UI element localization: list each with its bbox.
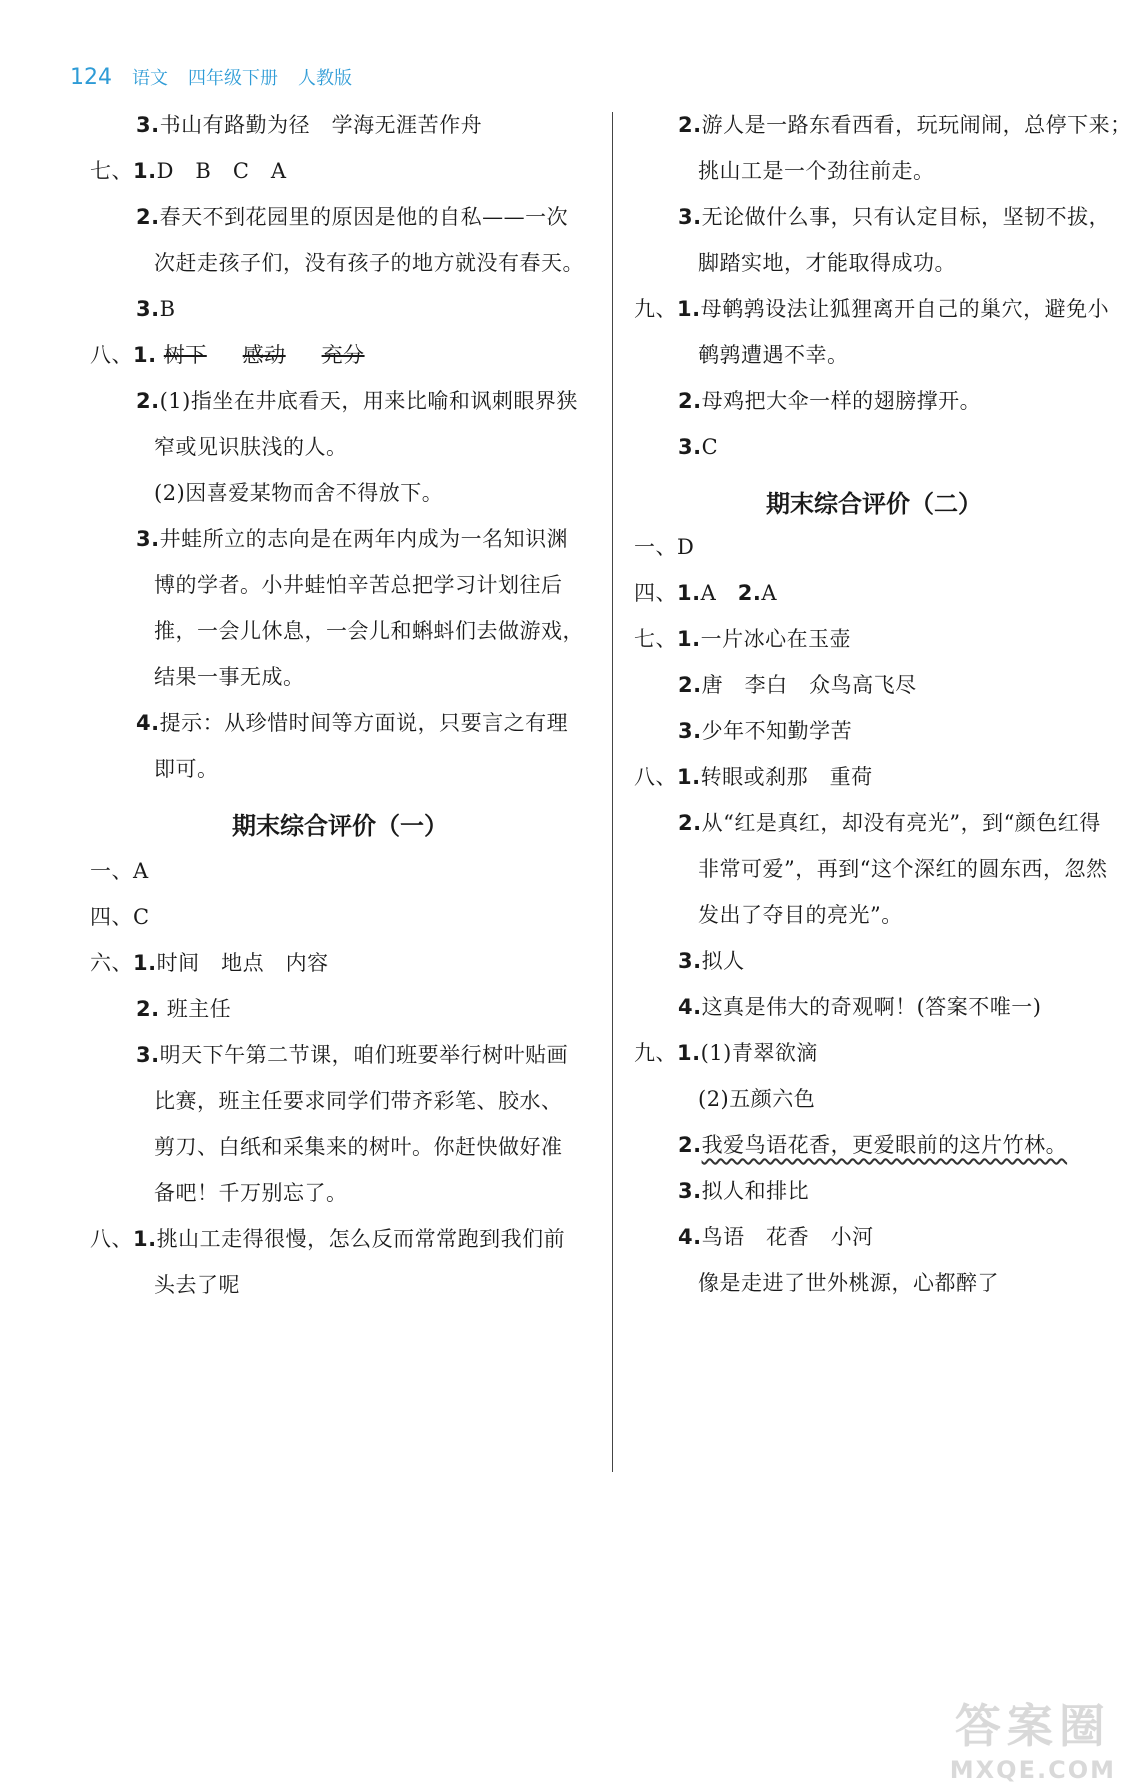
crossed-word: 树下 (163, 343, 207, 367)
answer-line: 3.无论做什么事，只有认定目标，坚韧不拔， (678, 205, 1111, 229)
section-heading: 期末综合评价（一） (232, 812, 448, 840)
answer-line: 头去了呢 (154, 1273, 240, 1297)
answer-line: 3.书山有路勤为径 学海无涯苦作舟 (136, 113, 483, 137)
answer-line: 推，一会儿休息，一会儿和蝌蚪们去做游戏， (154, 619, 584, 643)
answer-line: 窄或见识肤浅的人。 (154, 435, 348, 459)
answer-line: 3.B (136, 297, 176, 321)
answer-line: 2.母鸡把大伞一样的翅膀撑开。 (678, 389, 982, 413)
answer-line: 非常可爱”，再到“这个深红的圆东西，忽然 (698, 857, 1108, 881)
edition-label: 人教版 (298, 68, 352, 89)
answer-line: 四、C (90, 905, 150, 929)
page-header (70, 64, 352, 90)
answer-line: 2.游人是一路东看西看，玩玩闹闹，总停下来； (678, 113, 1132, 137)
answer-line: 七、1.D B C A (90, 159, 287, 183)
answer-line: 3.C (678, 435, 719, 459)
crossed-word: 充分 (321, 343, 365, 367)
watermark-logo: 答案圈 MXQE.COM (949, 1699, 1116, 1784)
answer-line: 六、1.时间 地点 内容 (90, 951, 329, 975)
answer-line: 3.井蛙所立的志向是在两年内成为一名知识渊 (136, 527, 569, 551)
section-heading: 期末综合评价（二） (766, 490, 982, 518)
answer-line: 3.少年不知勤学苦 (678, 719, 853, 743)
answer-line: 七、1.一片冰心在玉壶 (634, 627, 852, 651)
answer-line: 剪刀、白纸和采集来的树叶。你赶快做好准 (154, 1135, 563, 1159)
answer-line: 八、1.挑山工走得很慢，怎么反而常常跑到我们前 (90, 1227, 566, 1251)
answer-line: 2.春天不到花园里的原因是他的自私——一次 (136, 205, 569, 229)
answer-line: 2. 班主任 (136, 997, 232, 1021)
answer-line: 4.这真是伟大的奇观啊！(答案不唯一) (678, 995, 1042, 1019)
answer-line: 八、1.转眼或刹那 重荷 (634, 765, 873, 789)
answer-line: 2.从“红是真红，却没有亮光”，到“颜色红得 (678, 811, 1101, 835)
answer-line: 一、A (90, 859, 149, 883)
answer-line: 挑山工是一个劲往前走。 (698, 159, 935, 183)
answer-line: 四、1.A 2.A (634, 581, 778, 605)
grade-label: 四年级下册 (188, 68, 278, 89)
answer-line: 3.明天下午第二节课，咱们班要举行树叶贴画 (136, 1043, 569, 1067)
answer-line: (2)五颜六色 (698, 1087, 816, 1111)
underlined-sentence: 我爱鸟语花香，更爱眼前的这片竹林。 (701, 1133, 1068, 1157)
answer-line: 结果一事无成。 (154, 665, 305, 689)
answer-line: 2.唐 李白 众鸟高飞尽 (678, 673, 917, 697)
answer-line: 次赶走孩子们，没有孩子的地方就没有春天。 (154, 251, 584, 275)
answer-line: 2.(1)指坐在井底看天，用来比喻和讽刺眼界狭 (136, 389, 578, 413)
answer-line: 即可。 (154, 757, 219, 781)
answer-line: 2.我爱鸟语花香，更爱眼前的这片竹林。 (678, 1133, 1068, 1157)
answer-line: 脚踏实地，才能取得成功。 (698, 251, 956, 275)
crossed-word: 感动 (242, 343, 286, 367)
answer-line: 八、1. 树下 感动 充分 (90, 343, 365, 367)
answer-line: (2)因喜爱某物而舍不得放下。 (154, 481, 444, 505)
answer-line: 九、1.母鹌鹑设法让狐狸离开自己的巢穴，避免小 (634, 297, 1110, 321)
answer-line: 发出了夺目的亮光”。 (698, 903, 903, 927)
column-divider (612, 112, 613, 1472)
page-number: 124 (70, 65, 112, 90)
answer-line: 3.拟人 (678, 949, 745, 973)
answer-line: 九、1.(1)青翠欲滴 (634, 1041, 818, 1065)
answer-line: 鹌鹑遭遇不幸。 (698, 343, 849, 367)
answer-line: 博的学者。小井蛙怕辛苦总把学习计划往后 (154, 573, 563, 597)
answer-line: 4.提示：从珍惜时间等方面说，只要言之有理 (136, 711, 569, 735)
answer-line: 比赛，班主任要求同学们带齐彩笔、胶水、 (154, 1089, 563, 1113)
answer-line: 备吧！千万别忘了。 (154, 1181, 348, 1205)
answer-line: 4.鸟语 花香 小河 (678, 1225, 874, 1249)
subject-label: 语文 (132, 68, 168, 89)
answer-line: 3.拟人和排比 (678, 1179, 810, 1203)
answer-line: 像是走进了世外桃源，心都醉了 (698, 1271, 999, 1295)
answer-line: 一、D (634, 535, 695, 559)
